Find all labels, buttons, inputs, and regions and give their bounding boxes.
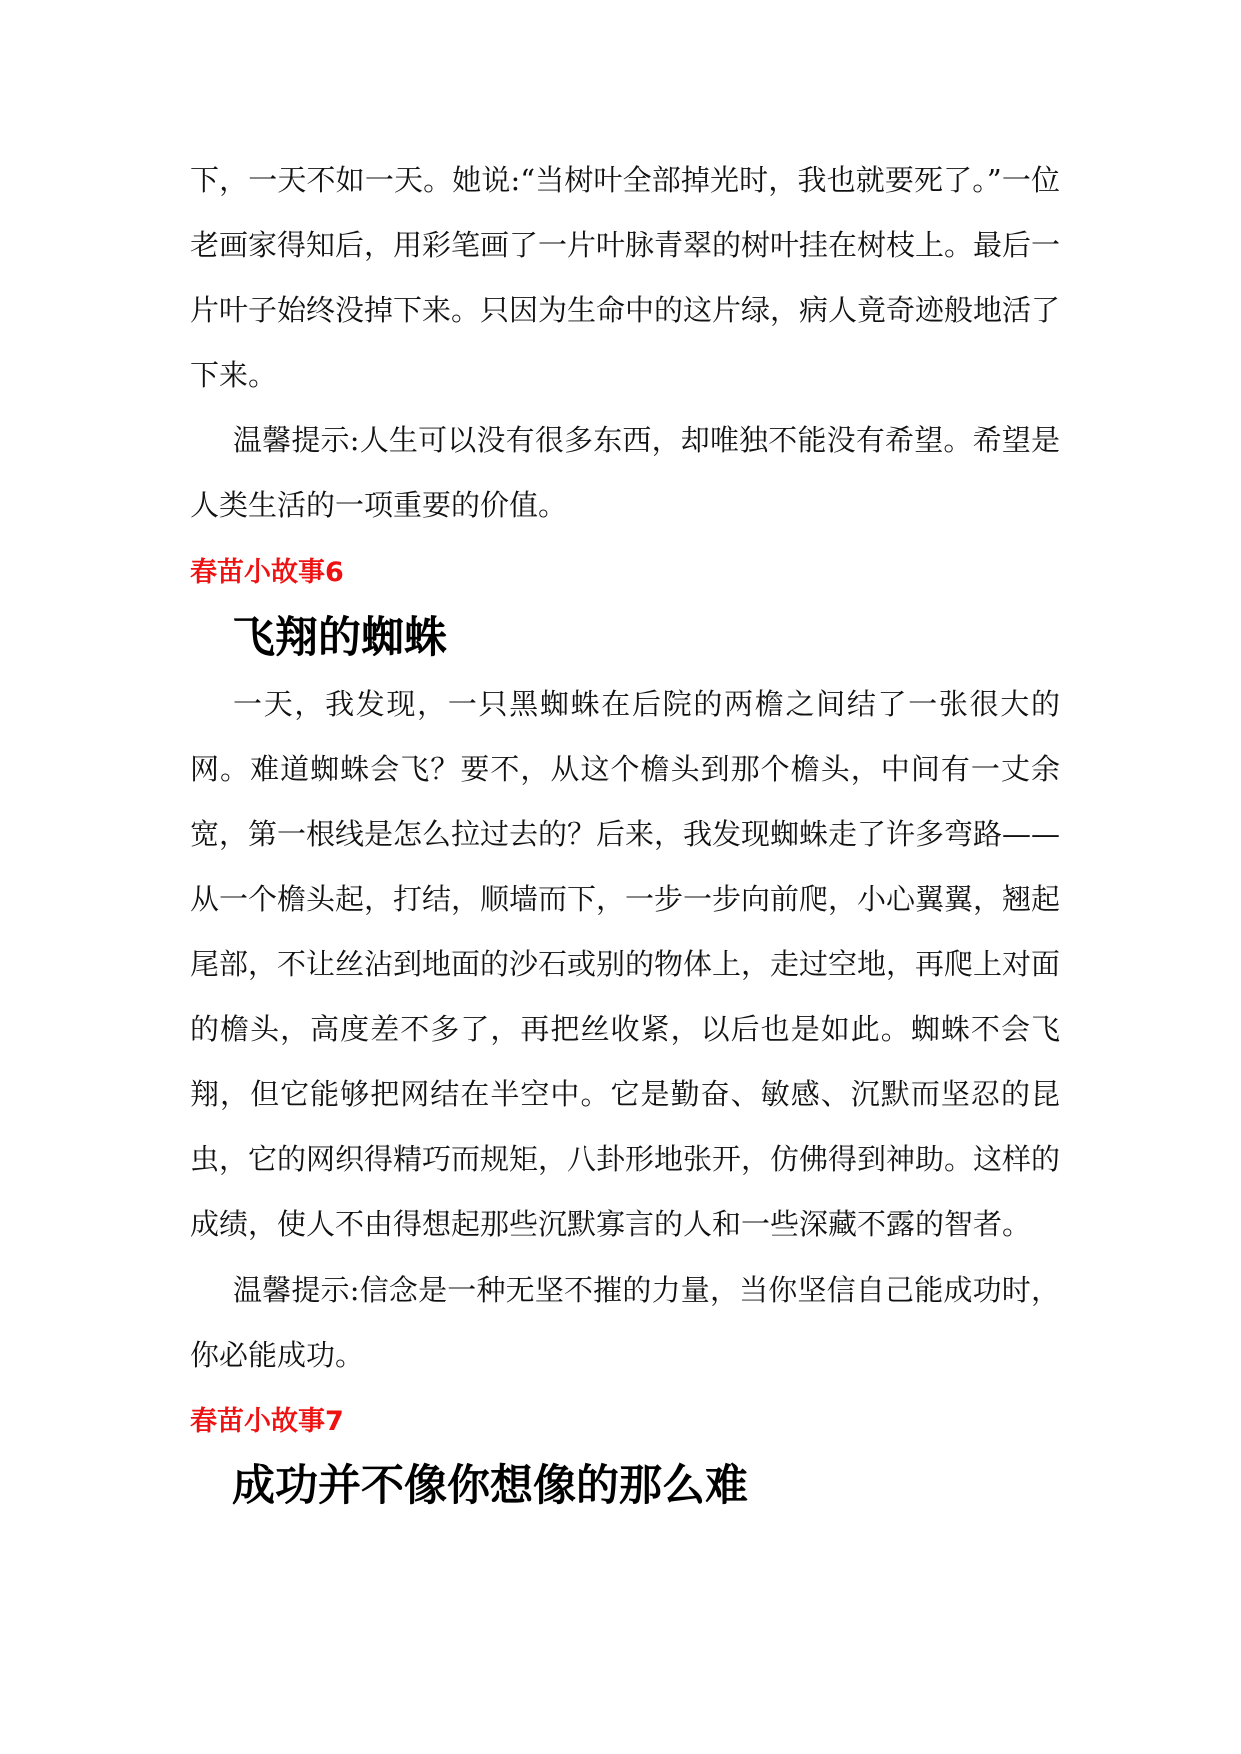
story6-body-paragraph: 一天，我发现，一只黑蜘蛛在后院的两檐之间结了一张很大的网。难道蜘蛛会飞？要不，从这个檐头到那个檐头，中间有一丈余宽，第一根线是怎么拉过去的？后来，我发现蜘蛛走了许多弯路——从一个檐头起，打结，顺墙而下，一步一步向前爬，小心翼翼，翘起尾部，不让丝沾到地面的沙石或别的物体上，走过空地，再爬上对面的檐头，高度差不多了，再把丝收紧，以后也是如此。蜘蛛不会飞翔，但它能够把网结在半空中。它是勤奋、敏感、沉默而坚忍的昆虫，它的网织得精巧而规矩，八卦形地张开，仿佛得到神助。这样的成绩，使人不由得想起那些沉默寡言的人和一些深藏不露的智者。 xyxy=(190,687,1061,1241)
story6-label: 春苗小故事6 xyxy=(190,557,344,588)
story7-title: 成功并不像你想像的那么难 xyxy=(232,1461,748,1511)
story5-ending-paragraph: 下，一天不如一天。她说:“当树叶全部掉光时，我也就要死了。”一位老画家得知后，用彩笔画了一片叶脉青翠的树叶挂在树枝上。最后一片叶子始终没掉下来。只因为生命中的这片绿，病人竟奇迹般地活了下来。 xyxy=(190,163,1061,392)
story6-tip-paragraph: 温馨提示:信念是一种无坚不摧的力量，当你坚信自己能成功时，你必能成功。 xyxy=(190,1273,1060,1372)
story7-label: 春苗小故事7 xyxy=(190,1406,344,1437)
story6-title: 飞翔的蜘蛛 xyxy=(232,613,447,663)
story5-tip-paragraph: 温馨提示:人生可以没有很多东西，却唯独不能没有希望。希望是人类生活的一项重要的价值。 xyxy=(190,423,1060,522)
